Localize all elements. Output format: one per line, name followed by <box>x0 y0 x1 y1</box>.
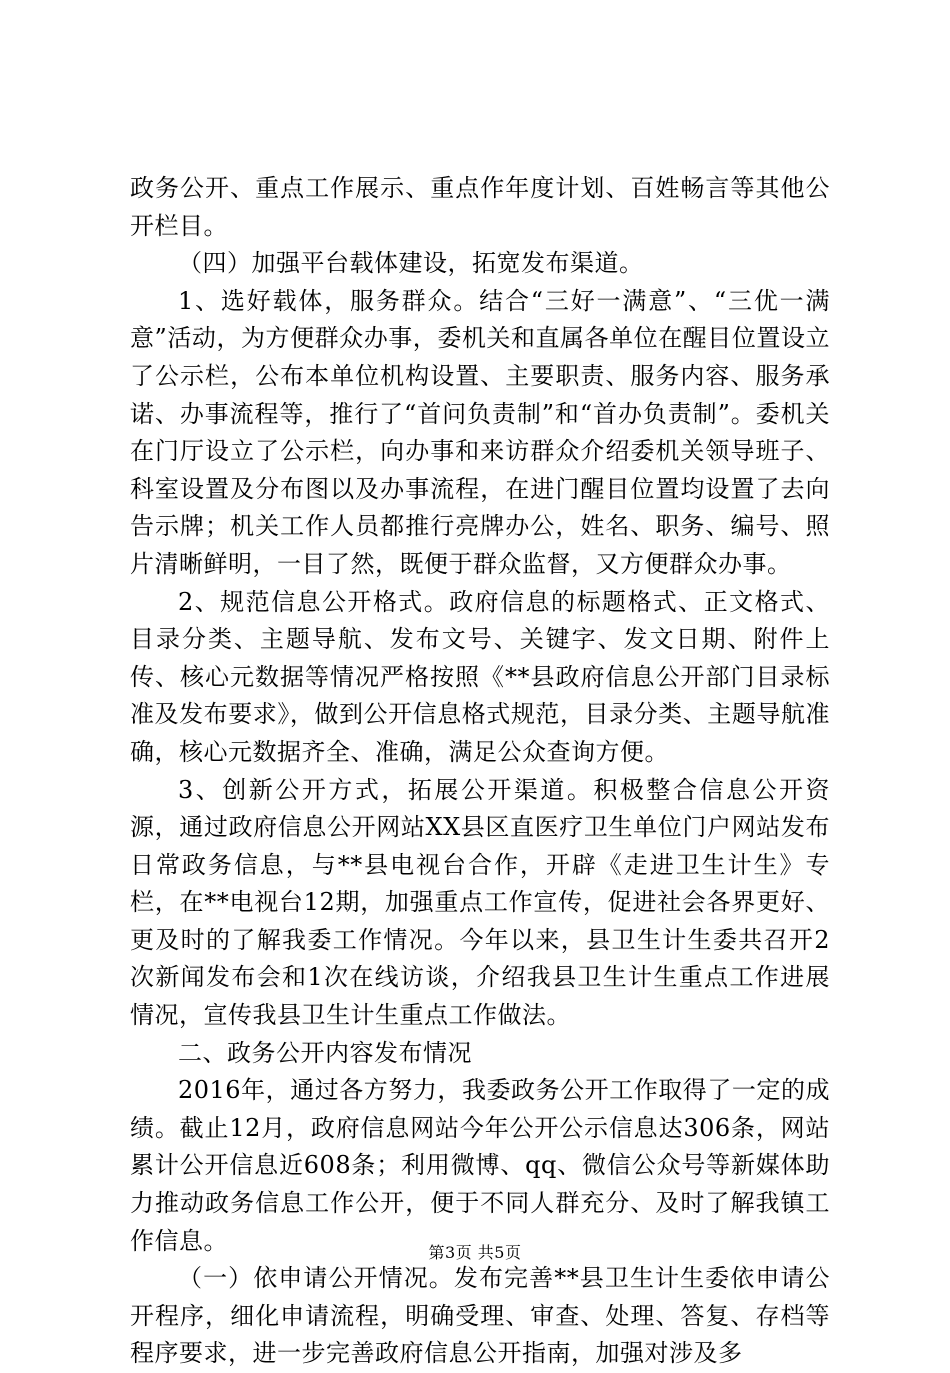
paragraph-innovation: 3、创新公开方式，拓展公开渠道。积极整合信息公开资源，通过政府信息公开网站XX县区直医疗卫生单位门户网站发布日常政务信息，与**县电视台合作，开辟《走进卫生计生》专栏，在**电视台12期，加强重点工作宣传，促进社会各界更好、更及时的了解我委工作情况。今年以来，县卫生计生委共召开2次新闻发布会和1次在线访谈，介绍我县卫生计生重点工作进展情况，宣传我县卫生计生重点工作做法。 <box>130 775 830 1030</box>
paragraph-continued: 政务公开、重点工作展示、重点作年度计划、百姓畅言等其他公开栏目。 <box>130 174 830 240</box>
paragraph-results: 2016年，通过各方努力，我委政务公开工作取得了一定的成绩。截止12月，政府信息网站今年公开公示信息达306条，网站累计公开信息近608条；利用微博、qq、微信公众号等新媒体助力推动政务信息工作公开，便于不同人群充分、及时了解我镇工作信息。 <box>130 1076 830 1255</box>
paragraph-carrier: 1、选好载体，服务群众。结合“三好一满意”、“三优一满意”活动，为方便群众办事，委机关和直属各单位在醒目位置设立了公示栏，公布本单位机构设置、主要职责、服务内容、服务承诺、办事流程等，推行了“首问负责制”和“首办负责制”。委机关在门厅设立了公示栏，向办事和来访群众介绍委机关领导班子、科室设置及分布图以及办事流程，在进门醒目位置均设置了去向告示牌；机关工作人员都推行亮牌办公，姓名、职务、编号、照片清晰鲜明，一目了然，既便于群众监督，又方便群众办事。 <box>130 286 830 578</box>
section-heading-four: （四）加强平台载体建设，拓宽发布渠道。 <box>178 249 644 278</box>
paragraph-format: 2、规范信息公开格式。政府信息的标题格式、正文格式、目录分类、主题导航、发布文号、关键字、发文日期、附件上传、核心元数据等情况严格按照《**县政府信息公开部门目录标准及发布要求》，做到公开信息格式规范，目录分类、主题导航准确，核心元数据齐全、准确，满足公众查询方便。 <box>130 587 830 766</box>
paragraph-application: （一）依申请公开情况。发布完善**县卫生计生委依申请公开程序，细化申请流程，明确受理、审查、处理、答复、存档等程序要求，进一步完善政府信息公开指南，加强对涉及多 <box>130 1264 830 1368</box>
document-body <box>130 170 830 1373</box>
page-number-footer: 第3页 共5页 <box>428 1243 522 1262</box>
section-heading-two: 二、政务公开内容发布情况 <box>178 1038 472 1067</box>
